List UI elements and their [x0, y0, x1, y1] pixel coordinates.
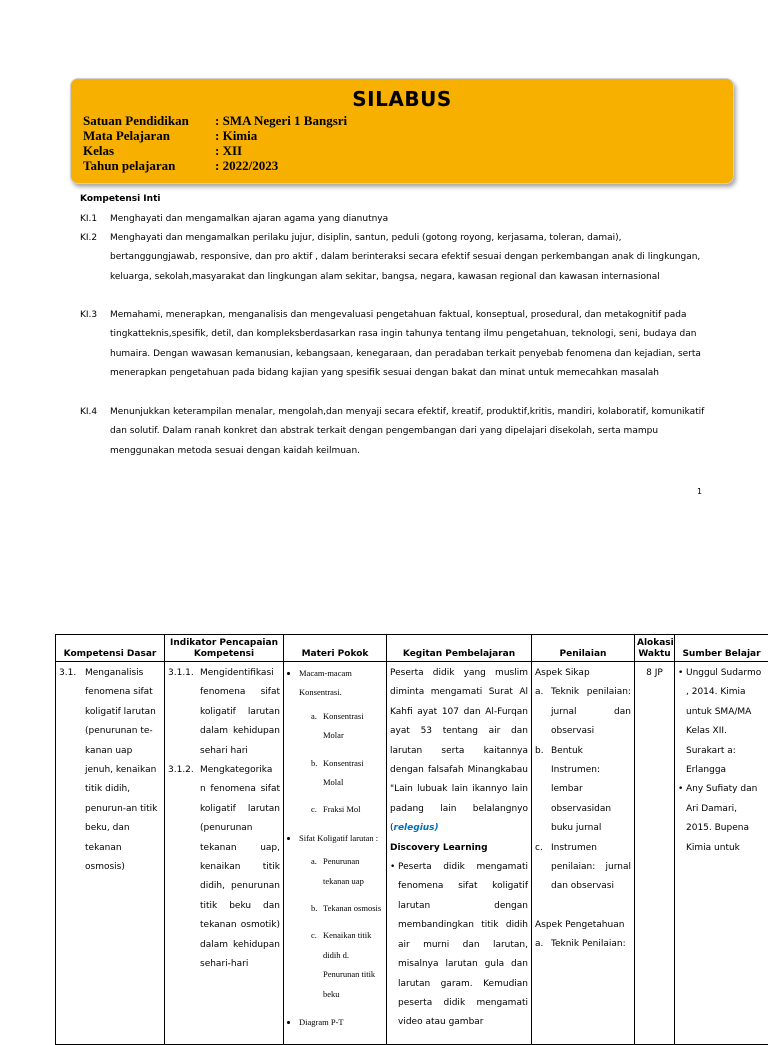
penilaian-cell [532, 662, 635, 1045]
column-header: Kompetensi Dasar [56, 635, 165, 662]
ki-item-1 [80, 210, 710, 229]
materi-text: Diagram P-T [299, 1017, 344, 1027]
materi-text: Macam-macam Konsentrasi. [299, 668, 352, 697]
materi-item [299, 664, 383, 820]
document-title: SILABUS [71, 87, 733, 111]
materi-letter: c. [311, 800, 323, 819]
sumber-text: Any Sufiaty dan Ari Damari, 2015. Bupena Kimia untuk [686, 780, 765, 858]
ki-text: Menghayati dan mengamalkan perilaku jujur, disiplin, santun, peduli (gotong royong, kerjasama, toleran, damai), bertanggungjawab, responsive, dan pro aktif , dalam berinteraksi secara efektif sesuai dengan perkembangan anak di lingkungan, keluarga, sekolah,masyarakat dan lingkungan alam sekitar, bangsa, negara, kawasan regional dan kawasan internasional [110, 229, 710, 287]
identity-value: : XII [215, 143, 242, 158]
materi-subtext: Penurunan tekanan uap [323, 852, 383, 891]
materi-subitem [311, 852, 383, 891]
materi-letter: b. [311, 899, 323, 918]
syllabus-table [55, 634, 768, 1045]
indikator-number: 3.1.2. [168, 761, 200, 974]
materi-subitem [311, 800, 383, 819]
column-header: Penilaian [532, 635, 635, 662]
materi-subtext: Konsentrasi Molal [323, 754, 383, 793]
kd-text: Menganalisis fenomena sifat koligatif larutan (penurunan te-kanan uap jenuh, kenaikan titik didih, penurun-an titik beku, dan tekanan osmosis) [85, 664, 161, 877]
materi-subitem [311, 926, 383, 1004]
religius-tag: relegius) [394, 823, 439, 833]
identity-row-subject [83, 128, 347, 143]
materi-item [299, 1013, 383, 1032]
ki-heading: Kompetensi Inti [80, 194, 160, 204]
penilaian-heading: Aspek Sikap [535, 664, 631, 683]
materi-letter: c. [311, 926, 323, 1004]
column-header: Kegitan Pembelajaran [387, 635, 532, 662]
kegiatan-heading: Discovery Learning [390, 839, 528, 858]
kd-cell [56, 662, 165, 1045]
kegiatan-text: Peserta didik yang muslim diminta mengamati Surat Al Kahfi ayat 107 dan Al-Furqan ayat 53 tentang air dan larutan serta kaitannya dengan falsafah Minangkabau "Lain lubuak lain ikannyo lain padang lain belalangnyo ( [390, 668, 528, 833]
kegiatan-item [390, 858, 528, 1033]
bullet-icon: • [678, 780, 686, 858]
materi-cell [284, 662, 387, 1045]
penilaian-letter: a. [535, 683, 551, 741]
penilaian-item [535, 935, 631, 954]
kegiatan-intro [390, 664, 528, 839]
kegiatan-cell [387, 662, 532, 1045]
materi-sublist [299, 707, 383, 820]
materi-text: Sifat Koligatif larutan : [299, 833, 378, 843]
penilaian-item [535, 683, 631, 741]
sumber-item [678, 780, 765, 858]
bullet-icon: • [678, 664, 686, 780]
identity-block [83, 113, 347, 173]
ki-code: KI.3 [80, 306, 110, 383]
indikator-cell [165, 662, 284, 1045]
indikator-text: Mengidentifikasi fenomena sifat koligatif larutan dalam kehidupan sehari hari [200, 664, 280, 761]
penilaian-letter: a. [535, 935, 551, 954]
column-header: Sumber Belajar [675, 635, 768, 662]
materi-subtext: Kenaikan titik didih d. Penurunan titik beku [323, 926, 383, 1004]
materi-letter: b. [311, 754, 323, 793]
materi-subtext: Konsentrasi Molar [323, 707, 383, 746]
materi-subitem [311, 754, 383, 793]
sumber-text: Unggul Sudarmo , 2014. Kimia untuk SMA/MA Kelas XII. Surakart a: Erlangga [686, 664, 765, 780]
alokasi-cell: 8 JP [635, 662, 675, 1045]
table-row [56, 662, 768, 1045]
penilaian-item [535, 742, 631, 839]
materi-list [287, 664, 383, 1033]
identity-label: Kelas [83, 143, 215, 158]
materi-letter: a. [311, 707, 323, 746]
ki-code: KI.4 [80, 403, 110, 461]
ki-item-4 [80, 403, 710, 461]
identity-row-class [83, 143, 347, 158]
penilaian-text: Bentuk Instrumen: lembar observasidan buku jurnal [551, 742, 631, 839]
identity-value: : SMA Negeri 1 Bangsri [215, 113, 347, 128]
identity-value: : 2022/2023 [215, 158, 278, 173]
sumber-item [678, 664, 765, 780]
identity-value: : Kimia [215, 128, 257, 143]
penilaian-heading: Aspek Pengetahuan [535, 916, 631, 935]
materi-subitem [311, 707, 383, 746]
column-header: Alokasi Waktu [635, 635, 675, 662]
penilaian-text: Teknik penilaian: jurnal dan observasi [551, 683, 631, 741]
ki-item-3 [80, 306, 710, 383]
page-number: 1 [697, 487, 702, 496]
materi-sublist [299, 852, 383, 1004]
materi-subitem [311, 899, 383, 918]
indikator-item [168, 664, 280, 761]
kd-number: 3.1. [59, 664, 85, 877]
penilaian-letter: b. [535, 742, 551, 839]
kegiatan-text: Peserta didik mengamati fenomena sifat koligatif larutan dengan membandingkan titik didih air murni dan larutan, misalnya larutan gula dan larutan garam. Kemudian peserta didik mengamati video atau gambar [398, 858, 528, 1033]
materi-subtext: Tekanan osmosis [323, 899, 381, 918]
materi-letter: a. [311, 852, 323, 891]
indikator-text: Mengkategorika n fenomena sifat koligatif larutan (penurunan tekanan uap, kenaikan titik didih, penurunan titik beku dan tekanan osmotik) dalam kehidupan sehari-hari [200, 761, 280, 974]
ki-text: Menunjukkan keterampilan menalar, mengolah,dan menyaji secara efektif, kreatif, produktif,kritis, mandiri, kolaboratif, komunikatif dan solutif. Dalam ranah konkret dan abstrak terkait dengan pengembangan dari yang dipelajari disekolah, serta mampu menggunakan metoda sesuai dengan kaidah keilmuan. [110, 403, 710, 461]
sumber-cell [675, 662, 768, 1045]
table-header-row [56, 635, 768, 662]
ki-code: KI.2 [80, 229, 110, 287]
ki-text: Menghayati dan mengamalkan ajaran agama yang dianutnya [110, 210, 710, 229]
penilaian-letter: c. [535, 839, 551, 897]
identity-row-year [83, 158, 347, 173]
header-box [70, 78, 734, 184]
penilaian-text: Teknik Penilaian: [551, 935, 626, 954]
ki-item-2 [80, 229, 710, 287]
identity-label: Tahun pelajaran [83, 158, 215, 173]
identity-row-school [83, 113, 347, 128]
materi-item [299, 829, 383, 1004]
ki-code: KI.1 [80, 210, 110, 229]
identity-label: Mata Pelajaran [83, 128, 215, 143]
penilaian-item [535, 839, 631, 897]
indikator-number: 3.1.1. [168, 664, 200, 761]
column-header: Materi Pokok [284, 635, 387, 662]
materi-subtext: Fraksi Mol [323, 800, 361, 819]
indikator-item [168, 761, 280, 974]
penilaian-text: Instrumen penilaian: jurnal dan observasi [551, 839, 631, 897]
ki-text: Memahami, menerapkan, menganalisis dan mengevaluasi pengetahuan faktual, konseptual, prosedural, dan metakognitif pada tingkatteknis,spesifik, detil, dan kompleksberdasarkan rasa ingin tahunya tentang ilmu pengetahuan, teknologi, seni, budaya dan humaira. Dengan wawasan kemanusian, kebangsaan, kenegaraan, dan peradaban terkait penyebab fenomena dan kejadian, serta menerapkan pengetahuan pada bidang kajian yang spesifik sesuai dengan bakat dan minat untuk memecahkan masalah [110, 306, 710, 383]
column-header: Indikator Pencapaian Kompetensi [165, 635, 284, 662]
bullet-icon: • [390, 858, 398, 1033]
identity-label: Satuan Pendidikan [83, 113, 215, 128]
kd-item [59, 664, 161, 877]
